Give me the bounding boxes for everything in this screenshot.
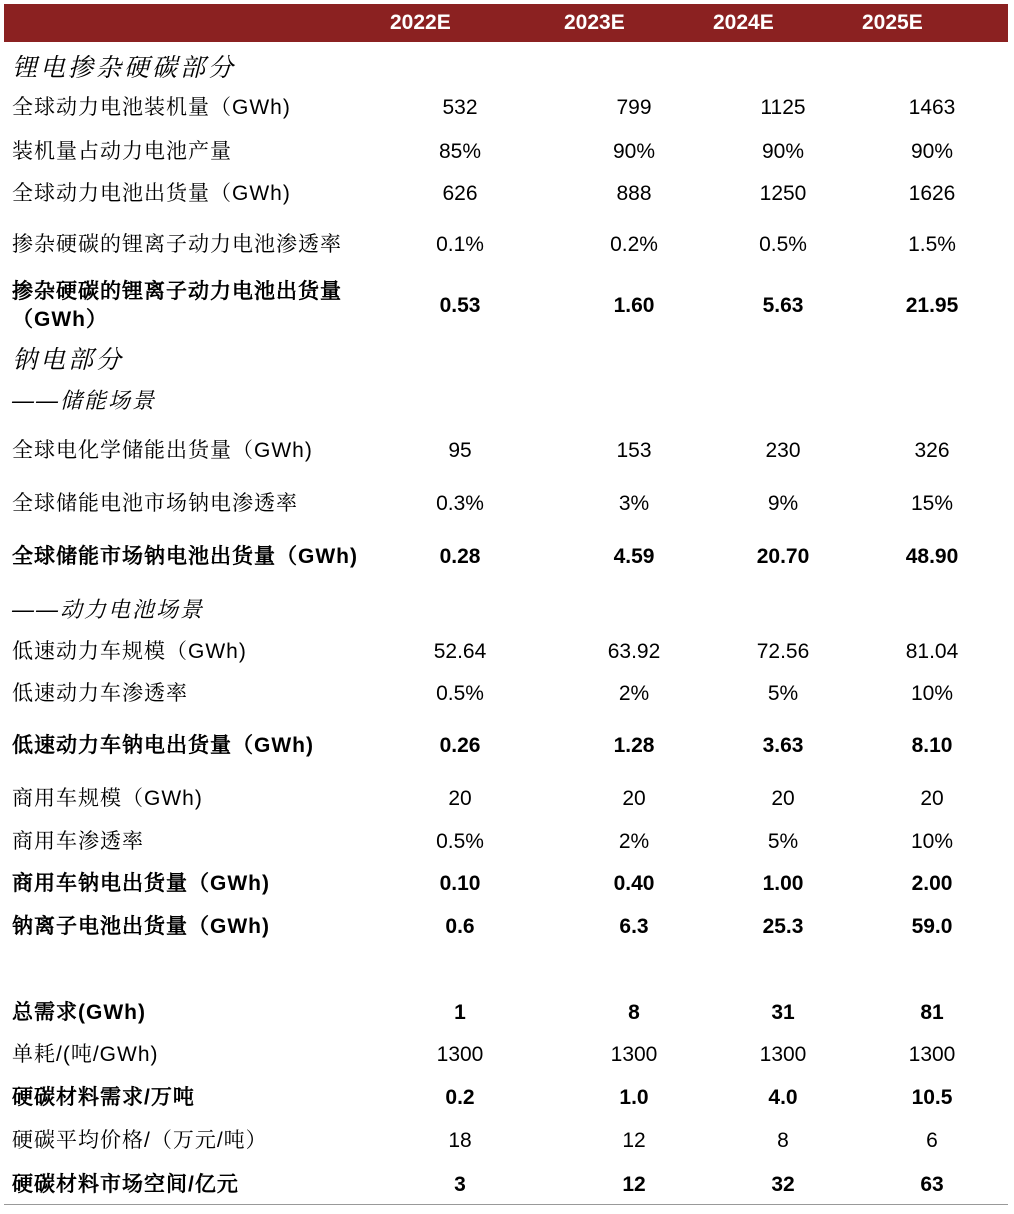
cell-value: 0.6 bbox=[445, 915, 475, 938]
row-label: 全球储能市场钠电池出货量（GWh) bbox=[12, 545, 358, 568]
header-col-2025: 2025E bbox=[862, 11, 923, 34]
row-label: 低速动力车渗透率 bbox=[12, 682, 188, 705]
cell-value: 153 bbox=[616, 439, 652, 462]
cell-value: 230 bbox=[765, 439, 801, 462]
cell-value: 2% bbox=[618, 682, 650, 705]
cell-value: 10% bbox=[910, 830, 954, 853]
cell-value: 5% bbox=[767, 682, 799, 705]
row-label: 全球动力电池出货量（GWh) bbox=[12, 182, 291, 205]
cell-value: 95 bbox=[448, 439, 472, 462]
cell-value: 90% bbox=[910, 140, 954, 163]
cell-value: 81 bbox=[920, 1001, 944, 1024]
cell-value: 52.64 bbox=[433, 640, 487, 663]
cell-value: 32 bbox=[771, 1173, 795, 1196]
cell-value: 0.2% bbox=[610, 233, 658, 256]
cell-value: 0.26 bbox=[439, 734, 481, 757]
cell-value: 10.5 bbox=[911, 1086, 953, 1109]
table-row bbox=[0, 715, 1014, 777]
cell-value: 1300 bbox=[759, 1043, 807, 1066]
cell-value: 48.90 bbox=[905, 545, 959, 568]
table-row bbox=[0, 88, 1014, 128]
header-col-2023: 2023E bbox=[564, 11, 625, 34]
cell-value: 799 bbox=[616, 96, 652, 119]
row-label: 硬碳材料市场空间/亿元 bbox=[12, 1173, 239, 1196]
header-col-2024: 2024E bbox=[713, 11, 774, 34]
cell-value: 72.56 bbox=[756, 640, 810, 663]
row-label: 全球电化学储能出货量（GWh) bbox=[12, 439, 313, 462]
row-label: 低速动力车规模（GWh) bbox=[12, 640, 247, 663]
cell-value: 0.28 bbox=[439, 545, 481, 568]
cell-value: 5% bbox=[767, 830, 799, 853]
table-row bbox=[0, 1163, 1014, 1207]
cell-value: 63.92 bbox=[607, 640, 661, 663]
cell-value: 888 bbox=[616, 182, 652, 205]
cell-value: 326 bbox=[914, 439, 950, 462]
cell-value: 90% bbox=[612, 140, 656, 163]
cell-value: 0.5% bbox=[759, 233, 807, 256]
row-label: 单耗/(吨/GWh) bbox=[12, 1043, 159, 1066]
row-label bbox=[12, 949, 362, 993]
cell-value: 85% bbox=[438, 140, 482, 163]
section-row bbox=[0, 337, 1014, 383]
row-label: 钠离子电池出货量（GWh) bbox=[12, 915, 270, 938]
row-label: 全球储能电池市场钠电渗透率 bbox=[12, 492, 298, 515]
cell-value: 90% bbox=[761, 140, 805, 163]
row-label: 硬碳平均价格/（万元/吨） bbox=[12, 1129, 268, 1152]
cell-value: 8.10 bbox=[911, 734, 953, 757]
cell-value: 1.28 bbox=[613, 734, 655, 757]
subsection-title: ——动力电池场景 bbox=[12, 597, 205, 622]
table-row bbox=[0, 1119, 1014, 1163]
cell-value: 9% bbox=[767, 492, 799, 515]
cell-value: 21.95 bbox=[905, 294, 959, 317]
cell-value: 6 bbox=[926, 1129, 938, 1152]
table-row bbox=[0, 821, 1014, 863]
table-row bbox=[0, 525, 1014, 589]
table-bottom-border bbox=[4, 1204, 1008, 1205]
cell-value: 3.63 bbox=[762, 734, 804, 757]
cell-value: 0.5% bbox=[436, 682, 484, 705]
table-row bbox=[0, 483, 1014, 525]
cell-value: 1626 bbox=[908, 182, 956, 205]
cell-value: 31 bbox=[771, 1001, 795, 1024]
table-row bbox=[0, 275, 1014, 337]
cell-value: 25.3 bbox=[762, 915, 804, 938]
table-row bbox=[0, 673, 1014, 715]
cell-value: 0.3% bbox=[436, 492, 484, 515]
cell-value: 20 bbox=[448, 787, 472, 810]
cell-value: 10% bbox=[910, 682, 954, 705]
spacer-row bbox=[0, 949, 1014, 993]
cell-value: 8 bbox=[777, 1129, 789, 1152]
cell-value: 1.60 bbox=[613, 294, 655, 317]
row-label: 掺杂硬碳的锂离子动力电池出货量（GWh） bbox=[12, 280, 342, 331]
cell-value: 15% bbox=[910, 492, 954, 515]
table-row bbox=[0, 777, 1014, 821]
table-row bbox=[0, 1033, 1014, 1077]
row-label: 商用车规模（GWh) bbox=[12, 787, 203, 810]
subsection-title: ——储能场景 bbox=[12, 388, 157, 413]
cell-value: 3 bbox=[454, 1173, 466, 1196]
row-label: 掺杂硬碳的锂离子动力电池渗透率 bbox=[12, 233, 342, 256]
table-row bbox=[0, 419, 1014, 483]
table-header bbox=[4, 4, 1008, 42]
table-row bbox=[0, 131, 1014, 173]
table-row bbox=[0, 993, 1014, 1033]
cell-value: 626 bbox=[442, 182, 478, 205]
cell-value: 0.1% bbox=[436, 233, 484, 256]
row-label: 商用车钠电出货量（GWh) bbox=[12, 872, 270, 895]
cell-value: 18 bbox=[448, 1129, 472, 1152]
cell-value: 59.0 bbox=[911, 915, 953, 938]
cell-value: 1125 bbox=[760, 96, 806, 119]
cell-value: 4.59 bbox=[613, 545, 655, 568]
cell-value: 1.0 bbox=[619, 1086, 649, 1109]
cell-value: 0.10 bbox=[439, 872, 481, 895]
cell-value: 1.5% bbox=[908, 233, 956, 256]
subsection-row bbox=[0, 383, 1014, 419]
cell-value: 2% bbox=[618, 830, 650, 853]
section-title: 钠电部分 bbox=[12, 346, 125, 374]
cell-value: 4.0 bbox=[768, 1086, 798, 1109]
cell-value: 81.04 bbox=[905, 640, 959, 663]
table-row bbox=[0, 1077, 1014, 1119]
row-label: 总需求(GWh) bbox=[12, 1001, 146, 1024]
cell-value: 2.00 bbox=[911, 872, 953, 895]
cell-value: 12 bbox=[622, 1129, 646, 1152]
cell-value: 6.3 bbox=[619, 915, 649, 938]
cell-value: 8 bbox=[628, 1001, 640, 1024]
table-row bbox=[0, 173, 1014, 215]
cell-value: 532 bbox=[442, 96, 478, 119]
cell-value: 1300 bbox=[610, 1043, 658, 1066]
cell-value: 1 bbox=[454, 1001, 466, 1024]
cell-value: 63 bbox=[920, 1173, 944, 1196]
row-label: 商用车渗透率 bbox=[12, 830, 144, 853]
section-row bbox=[0, 46, 1014, 90]
table-row bbox=[0, 215, 1014, 275]
cell-value: 0.5% bbox=[436, 830, 484, 853]
row-label: 全球动力电池装机量（GWh) bbox=[12, 96, 291, 119]
table-row bbox=[0, 863, 1014, 905]
cell-value: 1300 bbox=[436, 1043, 484, 1066]
cell-value: 20 bbox=[771, 787, 795, 810]
row-label: 硬碳材料需求/万吨 bbox=[12, 1086, 195, 1109]
cell-value: 1300 bbox=[908, 1043, 956, 1066]
section-title: 锂电掺杂硬碳部分 bbox=[12, 54, 237, 82]
cell-value: 5.63 bbox=[762, 294, 804, 317]
cell-value: 0.40 bbox=[613, 872, 655, 895]
header-col-2022: 2022E bbox=[390, 11, 451, 34]
cell-value: 3% bbox=[618, 492, 650, 515]
cell-value: 1463 bbox=[908, 96, 956, 119]
subsection-row bbox=[0, 589, 1014, 631]
cell-value: 1.00 bbox=[762, 872, 804, 895]
row-label: 装机量占动力电池产量 bbox=[12, 140, 232, 163]
cell-value: 0.2 bbox=[445, 1086, 475, 1109]
cell-value: 0.53 bbox=[439, 294, 481, 317]
cell-value: 20 bbox=[622, 787, 646, 810]
cell-value: 1250 bbox=[759, 182, 807, 205]
row-label: 低速动力车钠电出货量（GWh) bbox=[12, 734, 314, 757]
cell-value: 20 bbox=[920, 787, 944, 810]
cell-value: 20.70 bbox=[756, 545, 810, 568]
table-row bbox=[0, 905, 1014, 949]
cell-value: 12 bbox=[622, 1173, 646, 1196]
table-row bbox=[0, 631, 1014, 673]
